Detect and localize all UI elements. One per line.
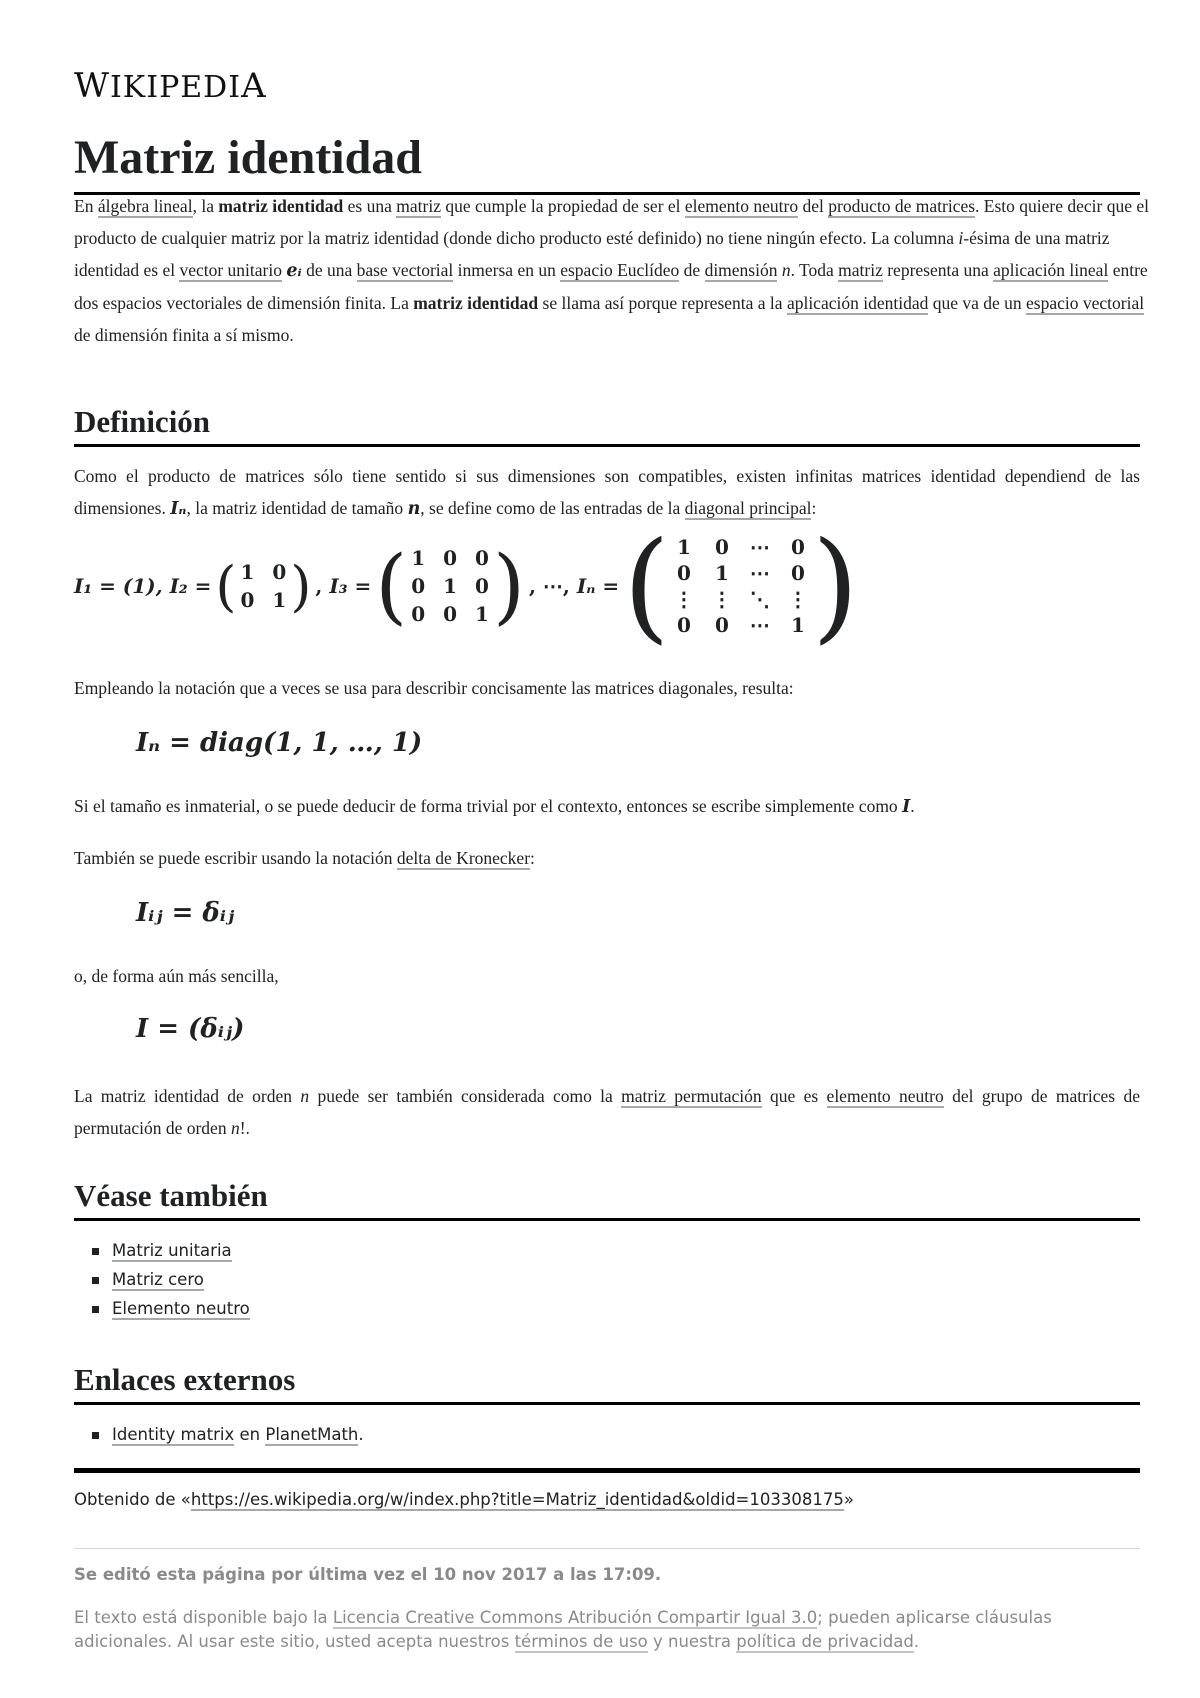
equation-delta-matrix: I = (δᵢⱼ) [136, 1014, 245, 1044]
math-In: Iₙ [170, 499, 187, 519]
math-I1: I₁ = (1), [74, 574, 163, 598]
math-n: n [300, 1086, 310, 1106]
text: , se define como de las entradas de la [420, 498, 685, 518]
link-identity-matrix[interactable]: Identity matrix [112, 1425, 235, 1444]
cell: 1 [790, 613, 805, 637]
link-matriz-unitaria[interactable]: Matriz unitaria [112, 1241, 232, 1260]
right-paren: ) [290, 554, 312, 618]
text: Como el producto de matrices sólo tiene sentido si sus dimensiones son compatibles, existen infinitas matrices identidad dependiend de las dimensiones. [74, 466, 1140, 518]
text: La matriz identidad de orden [74, 1086, 301, 1106]
matrix-In-cells [670, 517, 812, 656]
math-In-label: Iₙ = [576, 574, 620, 598]
matrix-I3-cells [407, 539, 493, 634]
cell: 0 [714, 613, 729, 637]
link-terms[interactable]: términos de uso [514, 1632, 648, 1651]
link-espacio-euclideo[interactable]: espacio Euclídeo [560, 260, 680, 280]
text: que va de un [928, 293, 1027, 313]
link-delta-kronecker[interactable]: delta de Kronecker [396, 848, 531, 868]
text: . [913, 1632, 920, 1651]
intro-paragraph [74, 190, 1154, 351]
text: En [74, 196, 98, 216]
link-matriz-permutacion[interactable]: matriz permutación [621, 1086, 762, 1106]
link-planetmath[interactable]: PlanetMath [265, 1425, 359, 1444]
text: en [234, 1425, 266, 1444]
text: puede ser también considerada como la [309, 1086, 622, 1106]
link-matriz[interactable]: matriz [396, 196, 441, 216]
link-producto-matrices[interactable]: producto de matrices [828, 196, 976, 216]
cell: 0 [676, 561, 691, 585]
equation-diag: Iₙ = diag(1, 1, …, 1) [136, 728, 423, 758]
math-I: I [902, 797, 911, 817]
text: -ésima de una matriz identidad es el [74, 228, 1110, 280]
bold-term: matriz identidad [413, 293, 539, 313]
text: representa una [882, 260, 994, 280]
identity-matrices-formula: I₁ = (1), I₂ = ( 1 0 0 1 ) , I₃ = ( 1 0 0 0 1 0 0 0 1 ) , ⋯, Iₙ = ( 1 0 ⋯ 0 0 1 ⋯ 0 ⋮ ⋮ ⋱ ⋮ 0 0 ⋯ 1 ) [74, 516, 859, 656]
text: que es [761, 1086, 827, 1106]
link-algebra-lineal[interactable]: álgebra lineal [97, 196, 193, 216]
cell: 0 [676, 613, 691, 637]
text: ; pueden aplicarse cláusulas adicionales. Al usar este sitio, usted acepta nuestros [74, 1608, 1052, 1651]
wikipedia-logo[interactable] [74, 66, 267, 106]
text: , la matriz identidad de tamaño [186, 498, 408, 518]
definicion-paragraph-6 [74, 1080, 1140, 1144]
link-aplicacion-lineal[interactable]: aplicación lineal [993, 260, 1109, 280]
content-divider [74, 1468, 1140, 1473]
link-elemento-neutro[interactable]: elemento neutro [684, 196, 799, 216]
cell: 0 [443, 602, 458, 626]
last-edited: Se editó esta página por última vez el 10 nov 2017 a las 17:09. [74, 1565, 662, 1584]
text: entre dos espacios vectoriales de dimensión finita. La [74, 260, 1148, 313]
logo-a: A [241, 66, 267, 106]
cell: 1 [676, 535, 691, 559]
text: de [679, 260, 705, 280]
cell: 0 [475, 546, 489, 570]
cell: ⋱ [749, 587, 770, 611]
matrix-In [623, 517, 859, 656]
text: El texto está disponible bajo la [74, 1608, 333, 1627]
cell: 1 [240, 560, 255, 584]
license-text [74, 1606, 1140, 1654]
text: Obtenido de « [74, 1490, 191, 1509]
link-elemento-neutro-3[interactable]: Elemento neutro [112, 1299, 250, 1318]
link-espacio-vectorial[interactable]: espacio vectorial [1026, 293, 1145, 313]
equation-kronecker: Iᵢⱼ = δᵢⱼ [136, 898, 235, 928]
list-item [90, 1294, 250, 1323]
logo-w: W [74, 66, 110, 106]
math-i: i [958, 228, 964, 248]
text: También se puede escribir usando la notación [74, 848, 397, 868]
left-paren: ( [215, 554, 237, 618]
text: del grupo de matrices de permutación de orden [74, 1086, 1140, 1138]
cell: 1 [714, 561, 729, 585]
footer-divider [74, 1548, 1140, 1549]
cell: 1 [411, 546, 426, 570]
cell: 0 [475, 574, 489, 598]
retrieved-from [74, 1490, 854, 1509]
cell: ⋮ [711, 587, 732, 611]
cell: 0 [411, 574, 426, 598]
logo-mid: IKIPEDI [109, 70, 242, 105]
link-privacy[interactable]: política de privacidad [736, 1632, 914, 1651]
link-permanent-url[interactable]: https://es.wikipedia.org/w/index.php?title=Matriz_identidad&oldid=103308175 [190, 1490, 844, 1509]
text: : [811, 498, 817, 518]
math-I3-label: I₃ = [329, 574, 372, 598]
link-elemento-neutro-2[interactable]: elemento neutro [826, 1086, 944, 1106]
definicion-paragraph-3 [74, 790, 1154, 823]
text: de dimensión finita a sí mismo. [74, 325, 294, 345]
link-base-vectorial[interactable]: base vectorial [356, 260, 454, 280]
text: de una [301, 260, 357, 280]
list-item [90, 1420, 364, 1449]
link-diagonal-principal[interactable]: diagonal principal [684, 498, 812, 518]
link-matriz-cero[interactable]: Matriz cero [112, 1270, 204, 1289]
section-heading-enlaces: Enlaces externos [74, 1360, 1140, 1405]
math-ei: eᵢ [286, 261, 302, 281]
text: . [358, 1425, 364, 1444]
math-n: n [781, 260, 791, 280]
matrix-I2-cells [237, 555, 291, 618]
right-paren: ) [492, 538, 525, 634]
list-item [90, 1265, 250, 1294]
cell: 0 [443, 546, 458, 570]
math-I2-label: I₂ = [169, 574, 212, 598]
text: » [843, 1490, 854, 1509]
text: : [530, 848, 535, 868]
text: que cumple la propiedad de ser el [440, 196, 685, 216]
text: !. [239, 1118, 250, 1138]
text: . [910, 796, 915, 816]
text: Si el tamaño es inmaterial, o se puede deducir de forma trivial por el contexto, entonces se escribe simplemente como [74, 796, 903, 816]
list-item [90, 1236, 250, 1265]
cell: 1 [272, 588, 287, 612]
bold-term: matriz identidad [218, 196, 344, 216]
section-heading-definicion: Definición [74, 402, 1140, 447]
cell: ⋮ [787, 587, 808, 611]
definicion-paragraph-2: Empleando la notación que a veces se usa para describir concisamente las matrices diagonales, resulta: [74, 678, 794, 698]
definicion-paragraph-4 [74, 842, 1154, 874]
text: . Toda [790, 260, 839, 280]
text: y nuestra [647, 1632, 737, 1651]
cell: 1 [475, 602, 489, 626]
cell: ⋮ [673, 587, 694, 611]
link-vector-unitario[interactable]: vector unitario [179, 260, 282, 280]
link-license[interactable]: Licencia Creative Commons Atribución Compartir Igual 3.0 [332, 1608, 818, 1627]
right-paren: ) [811, 516, 859, 656]
text: es una [343, 196, 397, 216]
link-matriz-2[interactable]: matriz [838, 260, 883, 280]
text: , la [192, 196, 219, 216]
cell: 0 [272, 560, 287, 584]
left-paren: ( [375, 538, 408, 634]
matrix-I2 [215, 555, 311, 618]
text: del [798, 196, 829, 216]
matrix-I3 [375, 539, 525, 634]
cell: ⋯ [749, 535, 770, 559]
page-title: Matriz identidad [74, 128, 1140, 195]
enlaces-list [90, 1420, 364, 1449]
text: se llama así porque representa a la [538, 293, 787, 313]
text: . Esto quiere decir que el producto de cualquier matriz por la matriz identidad (donde dicho producto esté definido) no tiene ningún efecto. La columna [74, 196, 1150, 248]
cell: 0 [240, 588, 255, 612]
link-dimension[interactable]: dimensión [704, 260, 778, 280]
cell: 0 [790, 561, 805, 585]
math-ellipsis: ⋯, [542, 574, 570, 598]
link-aplicacion-identidad[interactable]: aplicación identidad [786, 293, 929, 313]
cell: 1 [443, 574, 458, 598]
section-heading-vease: Véase también [74, 1176, 1140, 1221]
definicion-paragraph-5: o, de forma aún más sencilla, [74, 966, 279, 986]
cell: 0 [411, 602, 426, 626]
cell: 0 [714, 535, 729, 559]
vease-list [90, 1236, 250, 1323]
definicion-paragraph-1 [74, 460, 1140, 525]
text: inmersa en un [453, 260, 561, 280]
math-n: n [407, 499, 421, 519]
left-paren: ( [623, 516, 670, 656]
cell: 0 [790, 535, 805, 559]
cell: ⋯ [749, 613, 770, 637]
cell: ⋯ [749, 561, 770, 585]
math-n: n [230, 1118, 240, 1138]
